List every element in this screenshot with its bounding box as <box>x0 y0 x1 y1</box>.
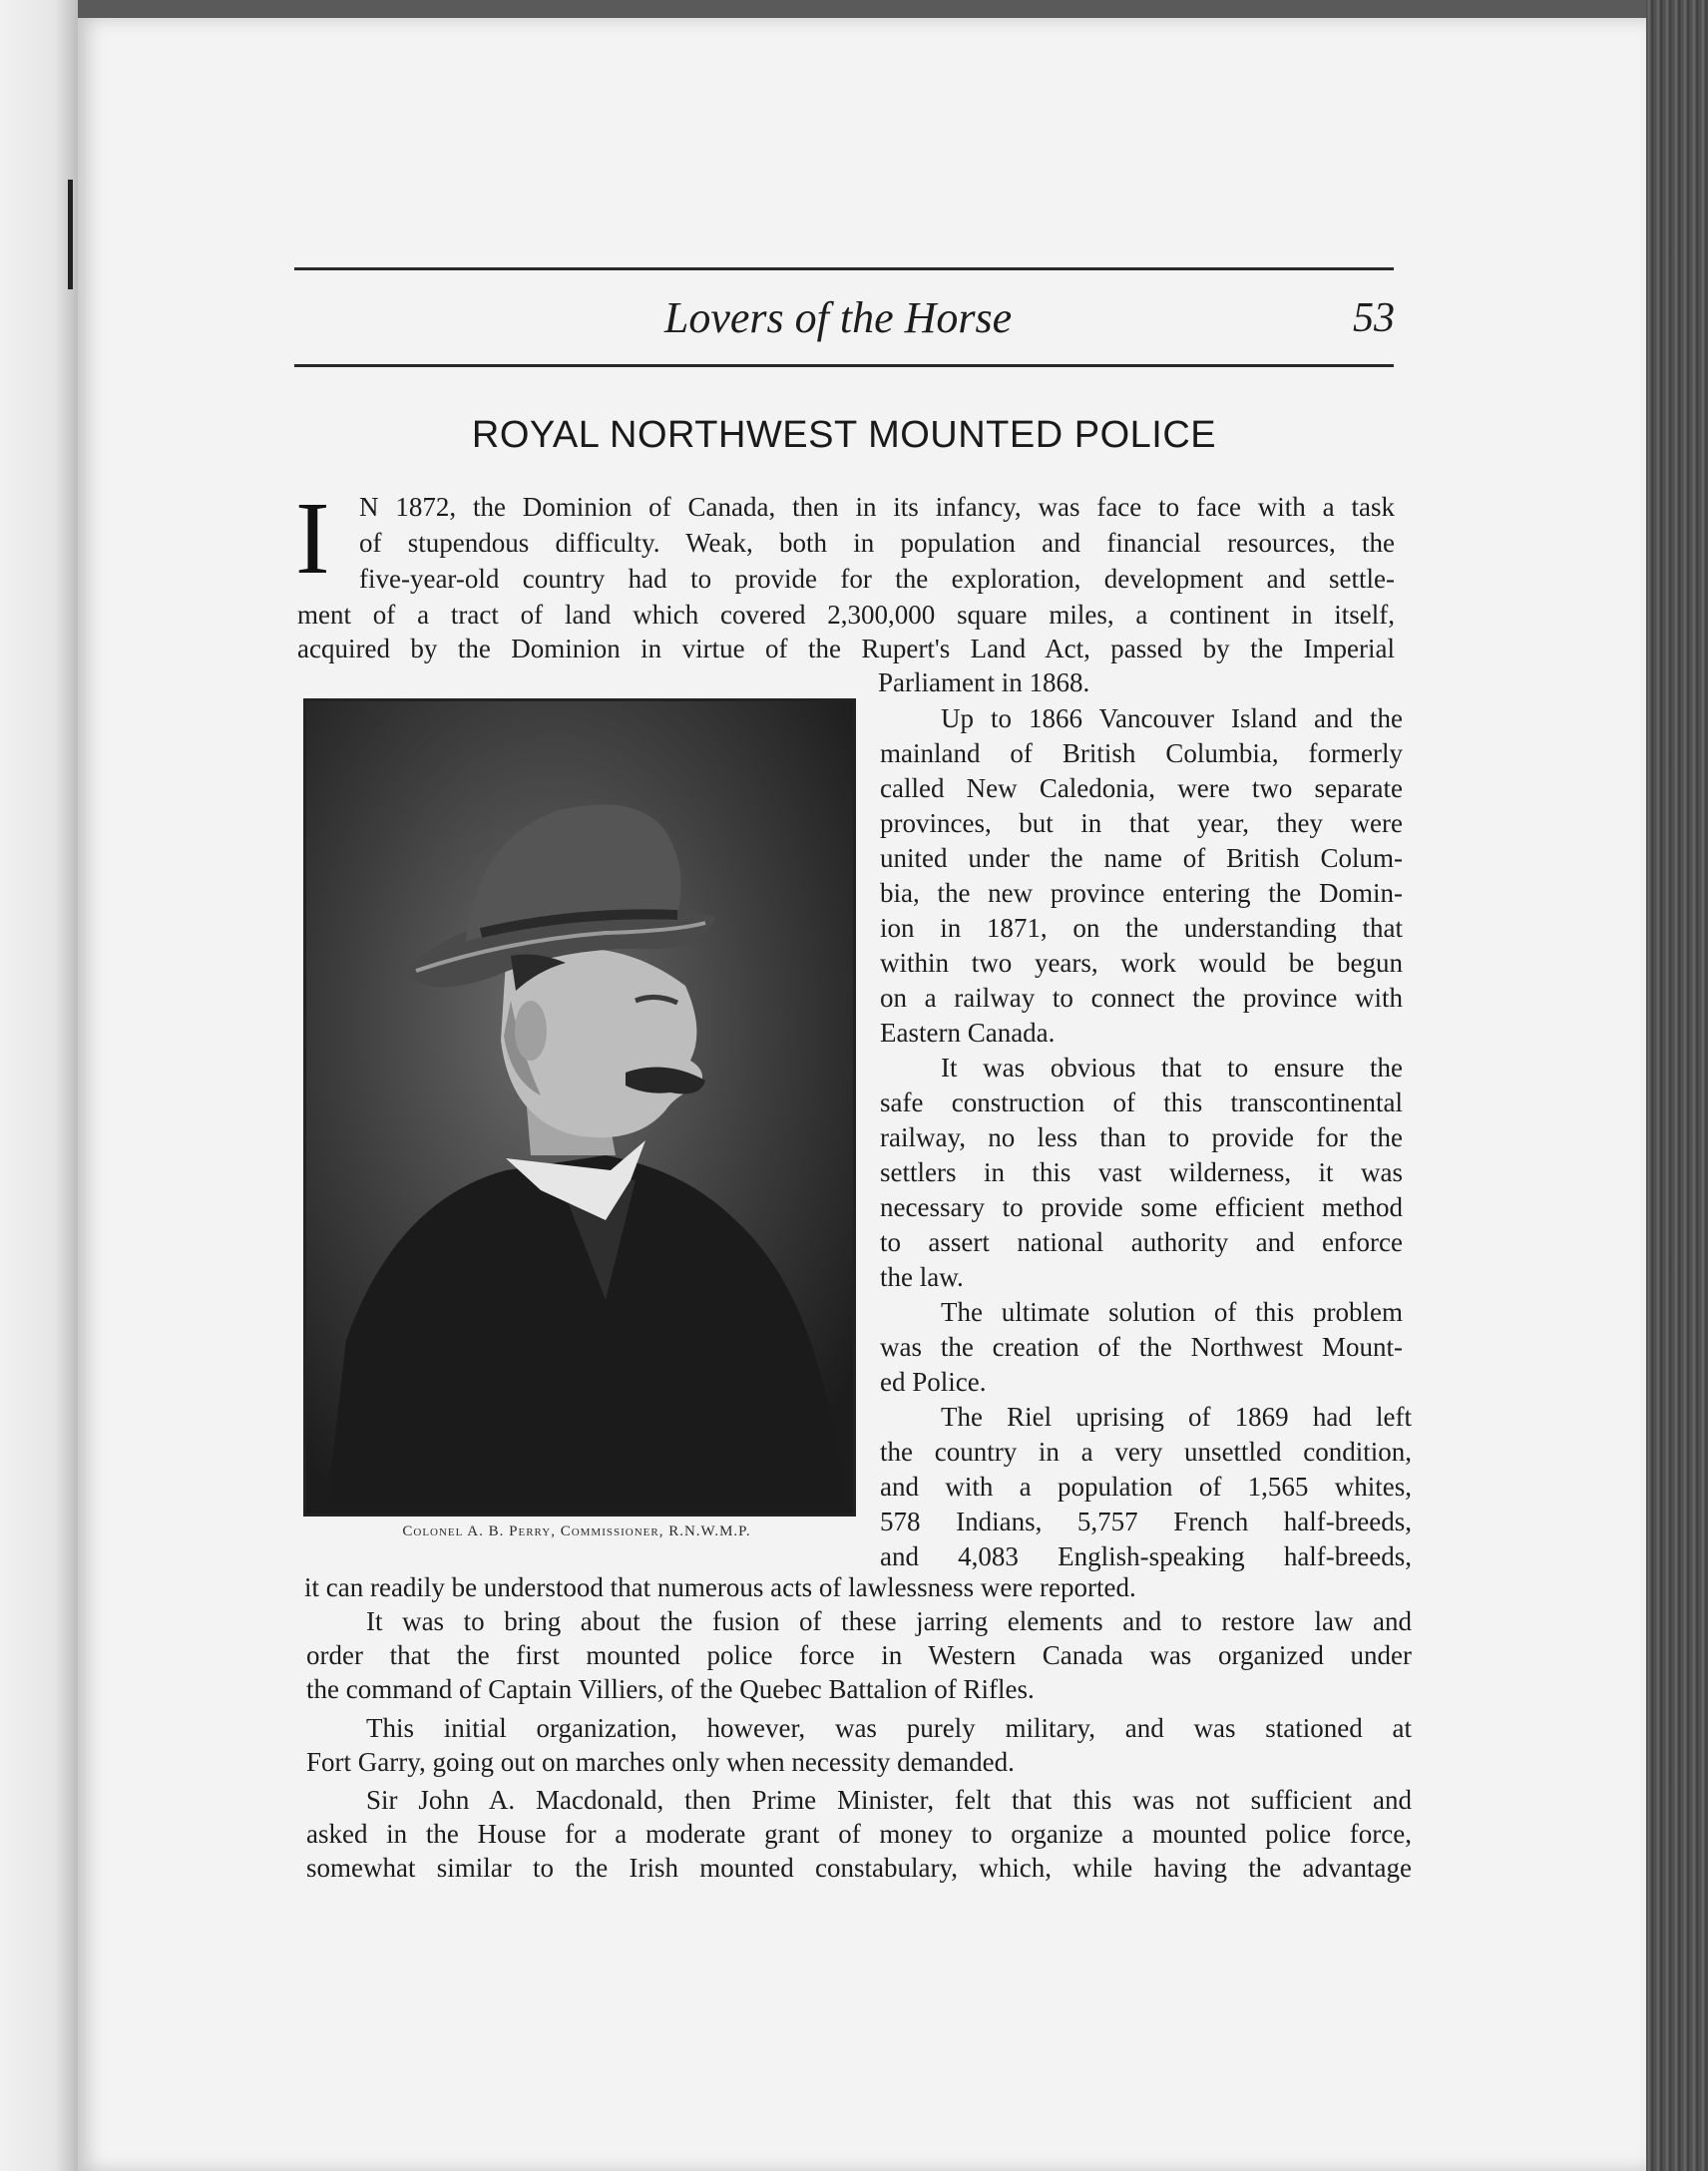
text-line: It was obvious that to ensure the <box>941 1053 1403 1083</box>
text-line: settlers in this vast wilderness, it was <box>880 1157 1403 1187</box>
text-line: ed Police. <box>880 1367 987 1397</box>
text-line: provinces, but in that year, they were <box>880 808 1403 838</box>
text-line: of stupendous difficulty. Weak, both in population and financial resources, the <box>359 528 1395 558</box>
running-title: Lovers of the Horse <box>663 293 1013 342</box>
photo-caption: Colonel A. B. Perry, Commissioner, R.N.W.M.P. <box>402 1523 751 1539</box>
page-number: 53 <box>1353 295 1395 341</box>
text-line: the country in a very unsettled condition, <box>880 1437 1412 1467</box>
text-line: N 1872, the Dominion of Canada, then in its infancy, was face to face with a task <box>359 492 1395 522</box>
text-line: It was to bring about the fusion of these jarring elements and to restore law and <box>366 1606 1412 1636</box>
text-line: safe construction of this transcontinental <box>880 1087 1403 1117</box>
text-line: on a railway to connect the province with <box>880 983 1403 1013</box>
left-page-edge <box>0 0 78 2171</box>
text-line: Sir John A. Macdonald, then Prime Minister, felt that this was not sufficient and <box>366 1785 1412 1815</box>
text-line: 578 Indians, 5,757 French half-breeds, <box>880 1507 1412 1536</box>
text-line: ion in 1871, on the understanding that <box>880 913 1403 943</box>
text-line: five-year-old country had to provide for the exploration, development and settle- <box>359 564 1395 594</box>
text-line: Up to 1866 Vancouver Island and the <box>941 703 1403 733</box>
text-line: united under the name of British Colum- <box>880 843 1403 873</box>
portrait-photo <box>303 698 856 1517</box>
text-line: Parliament in 1868. <box>878 667 1090 697</box>
text-line: the command of Captain Villiers, of the Quebec Battalion of Rifles. <box>306 1674 1035 1704</box>
text-line: it can readily be understood that numerous acts of lawlessness were reported. <box>304 1572 1136 1602</box>
header-rule-top <box>294 267 1394 270</box>
text-line: The Riel uprising of 1869 had left <box>941 1402 1412 1432</box>
text-line: and 4,083 English-speaking half-breeds, <box>880 1541 1412 1571</box>
binding-mark <box>68 180 73 289</box>
text-line: somewhat similar to the Irish mounted constabulary, which, while having the advantage <box>306 1853 1412 1883</box>
text-line: the law. <box>880 1262 964 1292</box>
article-title: ROYAL NORTHWEST MOUNTED POLICE <box>471 414 1217 456</box>
text-line: to assert national authority and enforce <box>880 1227 1403 1257</box>
text-line: This initial organization, however, was purely military, and was stationed at <box>366 1713 1412 1743</box>
text-line: The ultimate solution of this problem <box>941 1297 1403 1327</box>
text-line: necessary to provide some efficient method <box>880 1192 1403 1222</box>
text-line: acquired by the Dominion in virtue of the Rupert's Land Act, passed by the Imperial <box>297 634 1395 663</box>
text-line: Fort Garry, going out on marches only when necessity demanded. <box>306 1747 1015 1777</box>
text-line: ment of a tract of land which covered 2,300,000 square miles, a continent in itself, <box>297 600 1395 630</box>
text-line: was the creation of the Northwest Mount- <box>880 1332 1403 1362</box>
text-line: railway, no less than to provide for the <box>880 1122 1403 1152</box>
header-rule-bottom <box>294 364 1394 367</box>
book-binding <box>1646 0 1708 2171</box>
text-line: and with a population of 1,565 whites, <box>880 1472 1412 1502</box>
text-line: asked in the House for a moderate grant of money to organize a mounted police force, <box>306 1819 1412 1849</box>
text-line: called New Caledonia, were two separate <box>880 773 1403 803</box>
text-line: within two years, work would be begun <box>880 948 1403 978</box>
text-line: order that the first mounted police force in Western Canada was organized under <box>306 1640 1412 1670</box>
text-line: Eastern Canada. <box>880 1018 1056 1048</box>
text-line: mainland of British Columbia, formerly <box>880 738 1403 768</box>
drop-cap: I <box>295 481 330 596</box>
text-line: bia, the new province entering the Domin- <box>880 878 1403 908</box>
